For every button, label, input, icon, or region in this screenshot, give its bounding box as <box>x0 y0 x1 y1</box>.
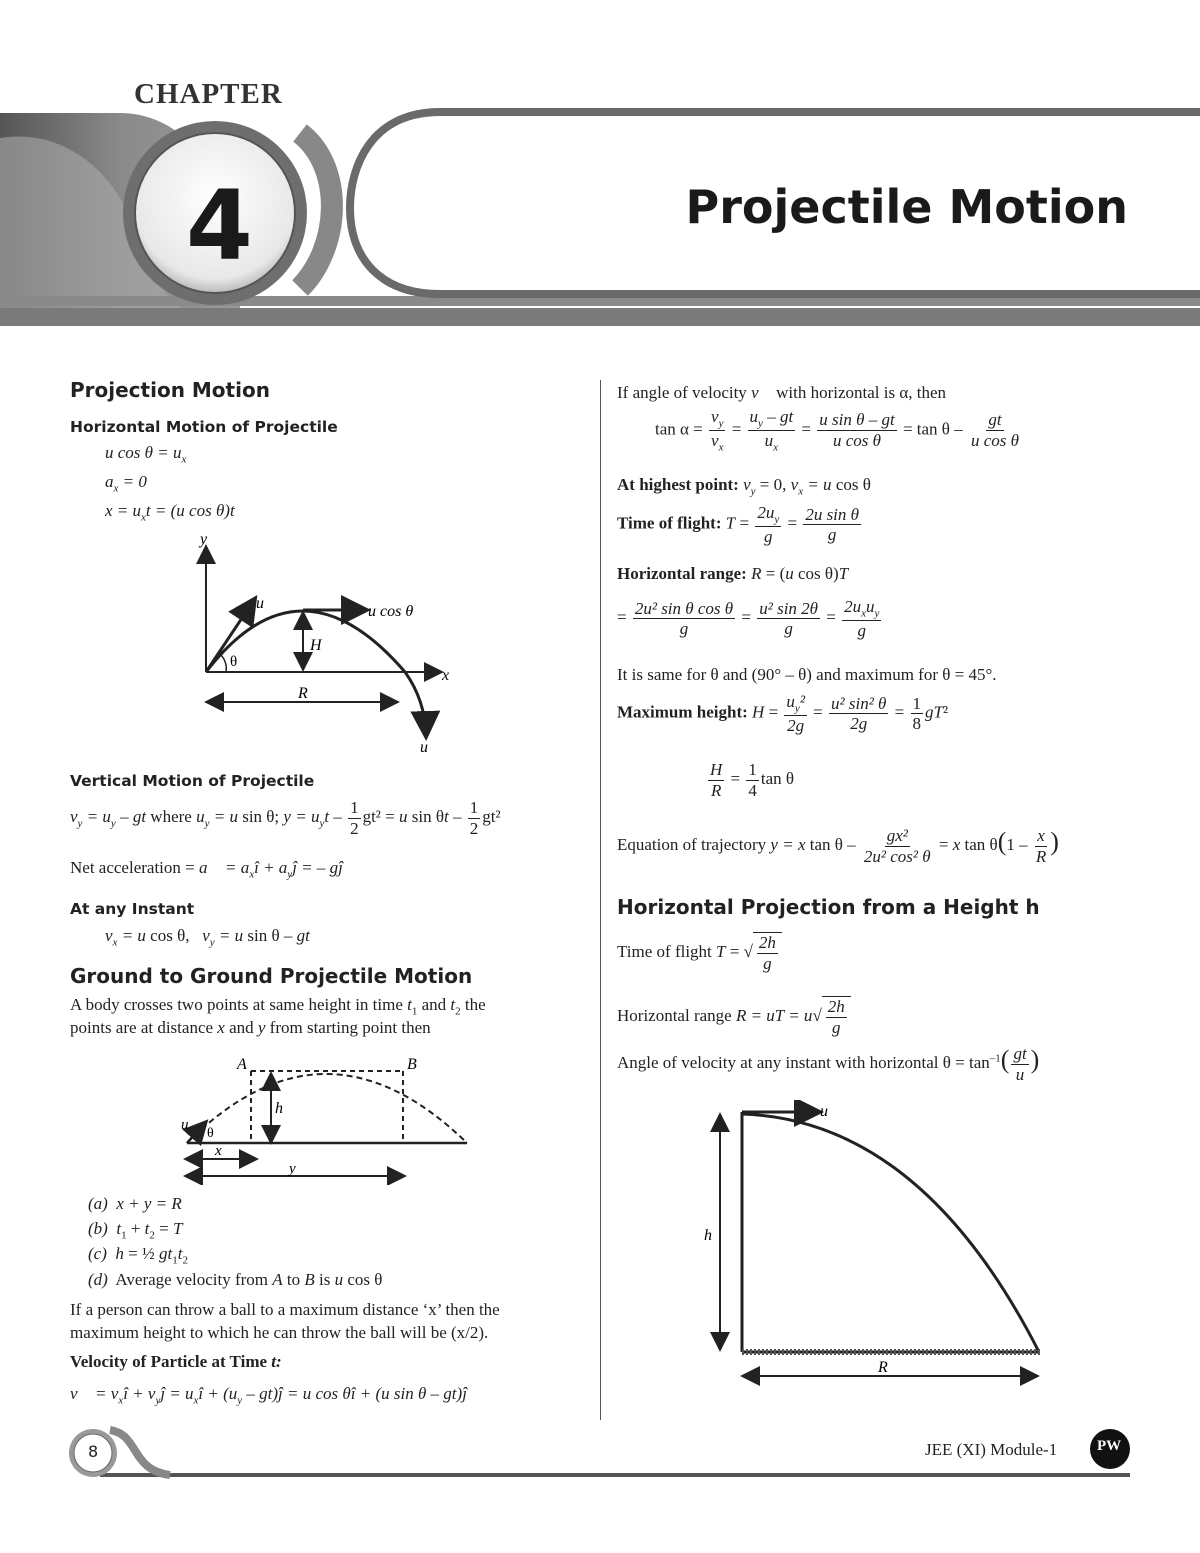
fig-label: R <box>298 685 308 702</box>
list-label: (b) <box>88 1219 108 1238</box>
para-text: points are at distance <box>70 1018 214 1037</box>
subsection-heading: Vertical Motion of Projectile <box>70 772 315 790</box>
eq-label: Angle of velocity at any instant with horizontal <box>617 1053 939 1072</box>
module-label: JEE (XI) Module-1 <box>925 1440 1058 1459</box>
equation: v⃗ = $v_xî$ + $v_yĵ$ = $u_xî + (u_y$ – gt)ĵ = u cos θî + (u sin θ – gt)ĵ <box>70 1384 467 1407</box>
pw-logo: PW <box>1097 1438 1122 1454</box>
subsection-heading: Horizontal Motion of Projectile <box>70 418 338 436</box>
paragraph: points are at distance x and y from starting point then <box>70 1018 431 1037</box>
list-item: (c) h = ½ $gt_1t_2$ <box>88 1244 188 1267</box>
fig-label: A <box>237 1056 247 1073</box>
fig-label: u <box>420 739 428 756</box>
chapter-number: 4 <box>186 170 253 282</box>
equation: Net acceleration = a⃗ = $a_xî$ + $a_yĵ$ = – gĵ <box>70 858 343 881</box>
fig-label: u <box>256 595 264 612</box>
para-text: If angle of velocity <box>617 383 747 402</box>
paragraph: If angle of velocity v⃗ with horizontal is α, then <box>617 383 947 402</box>
eq-text: where <box>150 806 192 826</box>
equation: $a_x = 0$ <box>105 472 147 495</box>
list-item: (b) $t_1 + t_2 = T$ <box>88 1219 183 1242</box>
fig-label: B <box>407 1056 417 1073</box>
fig-label: u <box>820 1103 828 1120</box>
fig-label: θ <box>230 654 238 670</box>
equation: Angle of velocity at any instant with horizontal $\theta = \tan^{-1}$( $\frac{gt}{u}$ ) <box>617 1044 1040 1084</box>
fig-label: u <box>181 1117 189 1133</box>
page-number: 8 <box>88 1442 99 1461</box>
equation: Time of flight T = √ $\frac{2h}{g}$ <box>617 932 782 973</box>
equation: Horizontal range R = uT = u√ $\frac{2h}{g}$ <box>617 996 851 1037</box>
list-item: (d) Average velocity from A to B is u cos θ <box>88 1270 383 1289</box>
list-text: Average velocity from <box>115 1270 269 1289</box>
eq-label: Horizontal range: <box>617 564 747 583</box>
ground-projectile-figure <box>175 1045 475 1185</box>
eq-label: Equation of trajectory <box>617 835 767 854</box>
fig-label: x <box>442 667 450 684</box>
equation: $x = u_xt = (u$ cos θ)t <box>105 501 235 524</box>
para-text: with horizontal is α, then <box>776 383 947 402</box>
equation: Maximum height: H = $\frac{u_y^2}{2g}$ = $\frac{\text{u² sin² θ}}{2g}$ = $\frac{1}{8}$ gT² <box>617 692 949 736</box>
list-label: (a) <box>88 1194 108 1213</box>
equation: Equation of trajectory y = x tan θ – $\frac{\text{gx²}}{\text{2u² cos² θ}}$ = x tan θ(1 – $\frac{x}{R}$ ) <box>617 826 1059 866</box>
fig-label: x <box>215 1143 222 1159</box>
equation: tan α = $\frac{v_y}{v_x}$ = $\frac{u_y - gt}{u_x}$ = $\frac{\text{u sin θ – gt}}{\text{u cos θ}}$ = tan θ – $\frac{gt}{\text{u cos θ}}$ <box>655 407 1019 454</box>
eq-label: Time of flight: <box>617 513 722 533</box>
equation: $v_y = u_y$ – gt where $u_y = u$ sin θ; $y = u_yt$ – $\frac{1}{2}$ gt² = u sin θt – $\frac{1}{2}$ gt² <box>70 798 501 838</box>
paragraph: A body crosses two points at same height in time $t_1$ and $t_2$ the <box>70 995 486 1018</box>
equation: $\frac{H}{R}$ = $\frac{1}{4}$ tan θ <box>710 760 795 800</box>
eq-label: Horizontal range <box>617 1005 732 1025</box>
subsection-heading: At any Instant <box>70 900 195 918</box>
projectile-figure <box>190 530 470 760</box>
eq-text: u cos θ = u <box>105 443 182 462</box>
fig-label: h <box>275 1100 283 1117</box>
height-projection-figure <box>700 1100 1050 1390</box>
equation: At highest point: $v_y = 0$, $v_x = u$ cos θ <box>617 475 871 498</box>
paragraph: If a person can throw a ball to a maximum distance ‘x’ then the <box>70 1300 500 1319</box>
section-heading: Horizontal Projection from a Height h <box>617 895 1040 919</box>
equation: Time of flight: T = $\frac{2u_y}{g}$ = $\frac{\text{2u sin θ}}{g}$ <box>617 503 860 547</box>
fig-label: H <box>310 637 322 654</box>
fig-label: h <box>704 1227 712 1244</box>
paragraph: maximum height to which he can throw the ball will be (x/2). <box>70 1323 489 1342</box>
section-heading: Ground to Ground Projectile Motion <box>70 964 473 988</box>
fig-label: R <box>878 1359 888 1376</box>
para-text: A body crosses two points at same height in time <box>70 995 403 1014</box>
list-item: (a) x + y = R <box>88 1194 182 1213</box>
column-divider <box>600 380 601 1420</box>
heading-text: Velocity of Particle at Time <box>70 1352 268 1371</box>
list-label: (d) <box>88 1270 108 1289</box>
equation: $v_x = u$ cos θ, $v_y = u$ sin θ – gt <box>105 926 310 949</box>
velocity-heading: Velocity of Particle at Time t: <box>70 1352 282 1371</box>
list-label: (c) <box>88 1244 107 1263</box>
fig-label: y <box>200 531 208 548</box>
chapter-title: Projectile Motion <box>685 180 1128 234</box>
eq-label: Time of flight <box>617 941 712 961</box>
fig-label: y <box>289 1161 296 1177</box>
fig-label: u cos θ <box>368 603 414 620</box>
para-text: from starting point then <box>269 1018 431 1037</box>
equation: u $\cos \theta = u_x$ <box>105 443 187 466</box>
equation: Horizontal range: R = (u cos θ)T <box>617 564 849 583</box>
eq-label: At highest point: <box>617 475 739 494</box>
fig-label: θ <box>207 1126 214 1141</box>
equation: = $\frac{\text{2u² sin θ cos θ}}{g}$ = $\frac{\text{u² sin 2θ}}{g}$ = $\frac{2u_xu_y}{g}$ <box>617 597 880 641</box>
section-heading: Projection Motion <box>70 378 270 402</box>
eq-text: a <box>105 472 114 491</box>
eq-text: Net acceleration = <box>70 858 195 877</box>
paragraph: It is same for θ and (90° – θ) and maximum for θ = 45°. <box>617 665 997 684</box>
eq-label: Maximum height: <box>617 702 748 722</box>
eq-text: x = u <box>105 501 142 520</box>
chapter-label: CHAPTER <box>134 78 283 110</box>
